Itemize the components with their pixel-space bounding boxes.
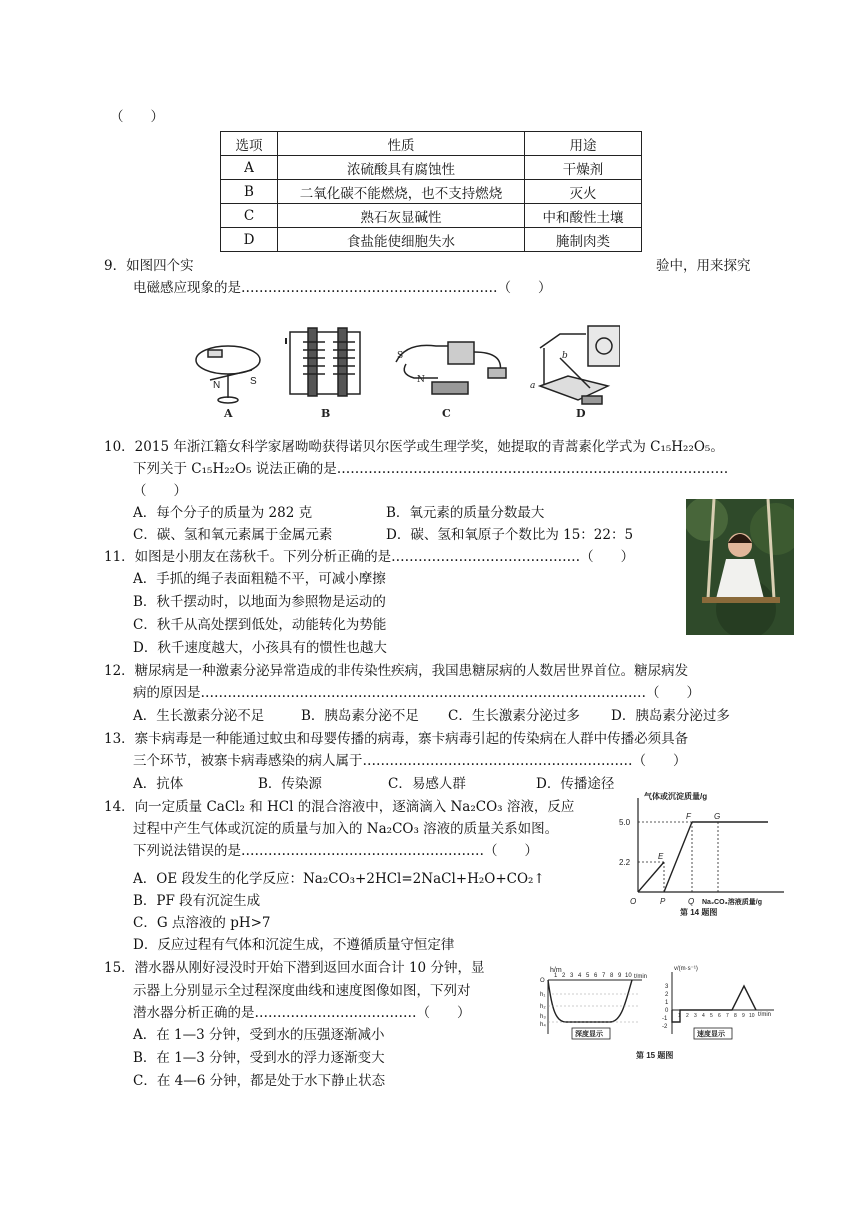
table-cell: D	[221, 228, 278, 252]
point-f-label: F	[686, 812, 691, 821]
q8-answer-paren: （ ）	[110, 109, 164, 125]
q13-option-b: B．传染源	[258, 776, 322, 792]
table-cell: C	[221, 204, 278, 228]
point-e-label: E	[658, 852, 664, 861]
speed-y-tick: -2	[662, 1024, 668, 1030]
q14-stem-line2: 过程中产生气体或沉淀的质量与加入的 Na₂CO₃ 溶液的质量关系如图。	[133, 821, 559, 837]
experiment-a-diagram	[196, 346, 260, 403]
q11-option-a: A．手抓的绳子表面粗糙不平，可减小摩擦	[133, 571, 386, 587]
depth-x-tick: 3	[570, 973, 574, 979]
depth-y-tick: O	[540, 978, 545, 984]
segment-pf	[664, 822, 692, 892]
table-header: 性质	[278, 132, 525, 156]
speed-x-tick: 8	[734, 1013, 737, 1019]
depth-display-label: 深度显示	[575, 1031, 603, 1038]
speed-x-tick: 7	[726, 1013, 729, 1019]
q15-stem-line3: 潜水器分析正确的是………………………………（ ）	[133, 1005, 471, 1021]
table-row	[221, 180, 642, 204]
q9-label-d: D	[576, 407, 586, 420]
q15-stem-line2: 示器上分别显示全过程深度曲线和速度图像如图，下列对	[133, 983, 471, 999]
q10-option-c: C．碳、氢和氧元素属于金属元素	[133, 527, 333, 543]
speed-y-tick: 3	[665, 984, 669, 990]
table-header-row	[221, 132, 642, 156]
speed-y-label: v/(m·s⁻¹)	[674, 966, 698, 972]
speed-x-tick: 2	[686, 1013, 689, 1019]
q10-option-b: B．氧元素的质量分数最大	[386, 505, 545, 521]
q13-stem-line1: 13．寨卡病毒是一种能通过蚊虫和母婴传播的病毒，寨卡病毒引起的传染病在人群中传播必须具备	[104, 731, 689, 747]
speed-y-tick: 2	[665, 992, 669, 998]
point-q-label: Q	[688, 897, 695, 906]
segment-oe	[638, 862, 664, 892]
q10-stem-line1: 10．2015 年浙江籍女科学家屠呦呦获得诺贝尔医学或生理学奖，她提取的青蒿素化学式为 C₁₅H₂₂O₅。	[104, 439, 724, 455]
table-header: 用途	[525, 132, 642, 156]
q14-option-d: D．反应过程有气体和沉淀生成，不遵循质量守恒定律	[133, 937, 455, 953]
q14-stem-line3: 下列说法错误的是………………………………………………（ ）	[133, 843, 538, 859]
q14-mass-graph	[618, 788, 788, 918]
table-cell: 灭火	[525, 180, 642, 204]
table-row	[221, 228, 642, 252]
svg-text:a: a	[530, 381, 536, 391]
point-g-label: G	[714, 812, 721, 821]
table-cell: 食盐能使细胞失水	[278, 228, 525, 252]
q14-option-c: C．G 点溶液的 pH>7	[133, 915, 271, 931]
depth-y-label: h/m	[550, 967, 562, 974]
q10-stem-line2: 下列关于 C₁₅H₂₂O₅ 说法正确的是……………………………………………………………………………	[133, 461, 729, 477]
table-cell: 二氧化碳不能燃烧，也不支持燃烧	[278, 180, 525, 204]
q15-option-a: A．在 1—3 分钟，受到水的压强逐渐减小	[133, 1027, 385, 1043]
depth-x-label: t/min	[634, 974, 648, 980]
q9-label-c: C	[442, 407, 451, 420]
q13-option-d: D．传播途径	[536, 776, 615, 792]
depth-y-tick: h₁	[540, 992, 546, 998]
table-cell: 熟石灰显碱性	[278, 204, 525, 228]
svg-text:N: N	[213, 380, 221, 391]
q14-option-a: A．OE 段发生的化学反应：Na₂CO₃+2HCl=2NaCl+H₂O+CO₂↑	[133, 871, 545, 887]
q12-stem-line2: 病的原因是………………………………………………………………………………………（ ）	[133, 685, 700, 701]
speed-x-tick: 3	[694, 1013, 697, 1019]
depth-x-tick: 4	[578, 973, 582, 979]
table-cell: B	[221, 180, 278, 204]
depth-x-tick: 7	[602, 973, 606, 979]
q11-option-b: B．秋千摆动时，以地面为参照物是运动的	[133, 594, 386, 610]
q9-stem-end: 验中，用来探究	[656, 258, 751, 274]
speed-x-tick: 9	[742, 1013, 745, 1019]
q12-option-c: C．生长激素分泌过多	[448, 708, 580, 724]
x-axis-label: Na₂CO₃溶液质量/g	[702, 899, 763, 906]
depth-y-tick: h₂	[540, 1004, 546, 1010]
q14-stem-line1: 14．向一定质量 CaCl₂ 和 HCl 的混合溶液中，逐滴滴入 Na₂CO₃ 溶液，反应	[104, 799, 575, 815]
depth-graph	[540, 967, 647, 1039]
table-cell: 中和酸性土壤	[525, 204, 642, 228]
q11-option-d: D．秋千速度越大，小孩具有的惯性也越大	[133, 640, 387, 656]
q9-experiments-figure	[190, 318, 620, 420]
girl-on-swing-photo	[686, 499, 794, 635]
svg-text:S: S	[397, 351, 404, 361]
q12-option-b: B．胰岛素分泌不足	[301, 708, 419, 724]
point-o-label: O	[630, 897, 637, 906]
q13-option-c: C．易感人群	[388, 776, 466, 792]
depth-x-tick: 2	[562, 973, 566, 979]
q13-option-a: A．抗体	[133, 776, 184, 792]
figure-caption: 第 15 题图	[636, 1051, 674, 1060]
svg-text:S: S	[250, 376, 257, 387]
speed-graph	[662, 966, 774, 1039]
depth-x-tick: 8	[610, 973, 614, 979]
figure-caption: 第 14 题图	[680, 908, 718, 917]
q15-option-c: C．在 4—6 分钟，都是处于水下静止状态	[133, 1073, 386, 1089]
table-cell: 浓硫酸具有腐蚀性	[278, 156, 525, 180]
q10-option-d: D．碳、氢和氧原子个数比为 15：22：5	[386, 527, 634, 543]
y-tick-5: 5.0	[619, 818, 631, 827]
q12-stem-line1: 12．糖尿病是一种激素分泌异常造成的非传染性疾病，我国患糖尿病的人数居世界首位。糖尿病发	[104, 663, 689, 679]
table-row	[221, 156, 642, 180]
q9-stem-line2: 电磁感应现象的是…………………………………………………（ ）	[133, 280, 552, 296]
q9-label-a: A	[224, 407, 233, 420]
speed-x-tick: 5	[710, 1013, 713, 1019]
speed-x-label: t/min	[758, 1012, 772, 1018]
speed-x-tick: 4	[702, 1013, 705, 1019]
depth-x-tick: 10	[625, 973, 632, 979]
speed-y-tick: -1	[662, 1016, 668, 1022]
q12-option-d: D．胰岛素分泌过多	[611, 708, 730, 724]
q11-stem: 11．如图是小朋友在荡秋千。下列分析正确的是……………………………………（ ）	[104, 549, 635, 565]
point-p-label: P	[660, 897, 666, 906]
q9-stem-start: 9．如图四个实	[104, 258, 194, 274]
q10-answer-paren: （ ）	[133, 483, 187, 499]
q10-option-a: A．每个分子的质量为 282 克	[133, 505, 313, 521]
speed-y-tick: 0	[665, 1008, 669, 1014]
svg-text:N: N	[417, 375, 425, 385]
depth-x-tick: 1	[554, 973, 558, 979]
depth-x-tick: 5	[586, 973, 590, 979]
depth-y-tick: h₄	[540, 1022, 546, 1028]
experiment-b-diagram	[286, 328, 360, 396]
depth-x-tick: 9	[618, 973, 622, 979]
q11-option-c: C．秋千从高处摆到低处，动能转化为势能	[133, 617, 387, 633]
speed-display-label: 速度显示	[697, 1031, 725, 1038]
q8-options-table	[220, 131, 642, 252]
q15-option-b: B．在 1—3 分钟，受到水的浮力逐渐变大	[133, 1050, 385, 1066]
speed-x-tick: 1	[678, 1013, 681, 1019]
depth-x-tick: 6	[594, 973, 598, 979]
y-tick-2.2: 2.2	[619, 858, 631, 867]
table-cell: 腌制肉类	[525, 228, 642, 252]
q15-depth-speed-graphs	[538, 960, 778, 1068]
table-cell: A	[221, 156, 278, 180]
table-row	[221, 204, 642, 228]
experiment-c-diagram	[396, 342, 506, 394]
speed-x-tick: 10	[749, 1013, 755, 1019]
experiment-d-diagram	[540, 326, 620, 404]
y-axis-label: 气体或沉淀质量/g	[644, 792, 708, 801]
q9-label-b: B	[321, 407, 331, 420]
speed-y-tick: 1	[665, 1000, 669, 1006]
depth-y-tick: h₃	[540, 1014, 546, 1020]
speed-x-tick: 6	[718, 1013, 721, 1019]
q14-option-b: B．PF 段有沉淀生成	[133, 893, 261, 909]
svg-text:b: b	[562, 351, 568, 361]
q15-stem-line1: 15．潜水器从刚好浸没时开始下潜到返回水面合计 10 分钟，显	[104, 960, 485, 976]
table-cell: 干燥剂	[525, 156, 642, 180]
q12-option-a: A．生长激素分泌不足	[133, 708, 265, 724]
q13-stem-line2: 三个环节，被寨卡病毒感染的病人属于……………………………………………………（ ）	[133, 753, 687, 769]
table-header: 选项	[221, 132, 278, 156]
